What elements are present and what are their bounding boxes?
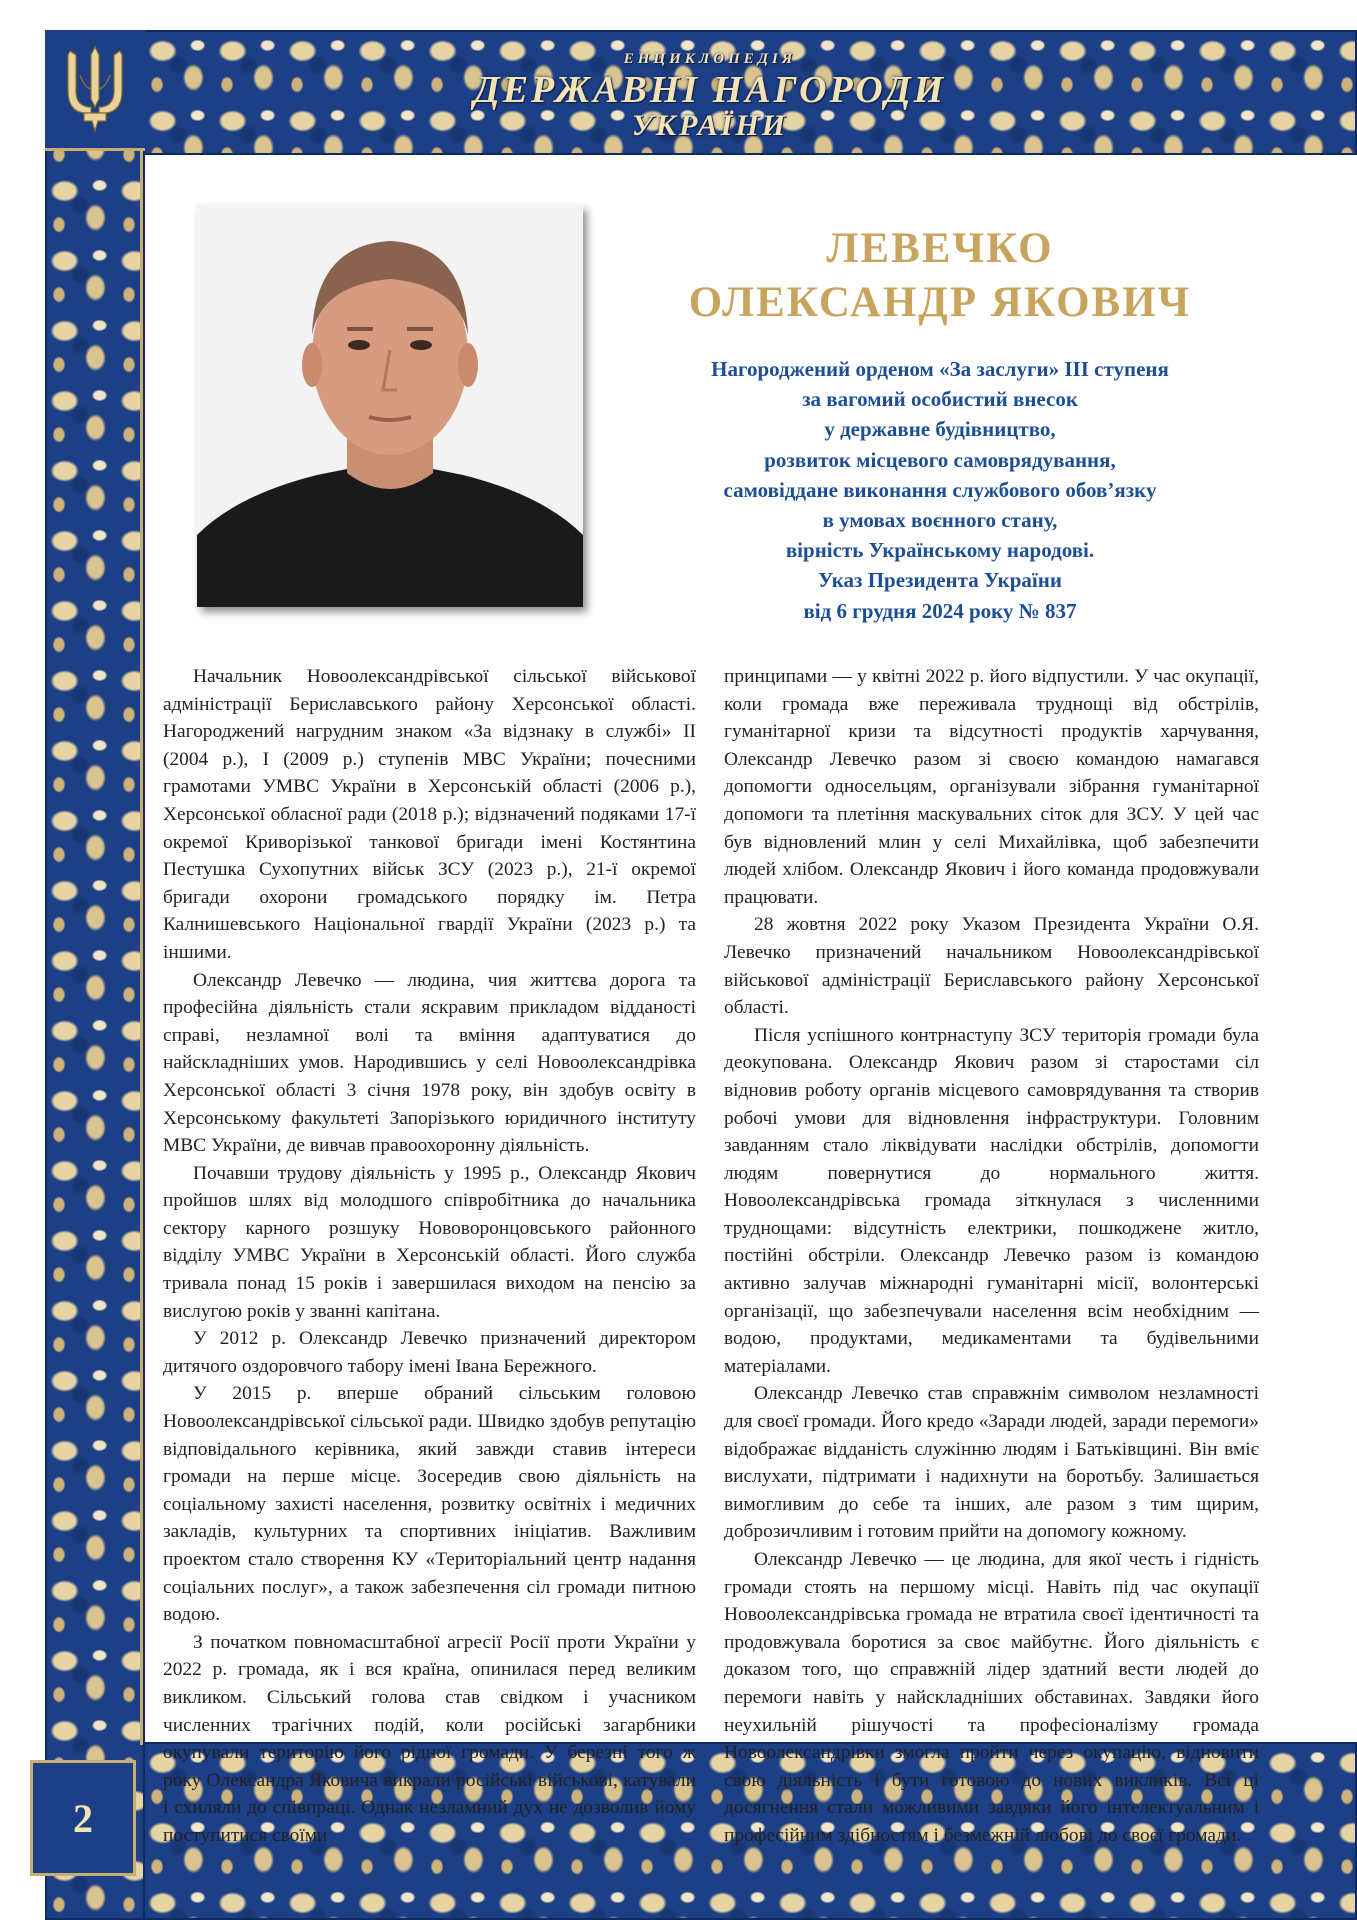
award-statement: [650, 354, 1230, 626]
award-line: в умовах воєнного стану,: [822, 508, 1058, 533]
emblem-panel: [45, 30, 145, 151]
body-paragraph: У 2015 р. вперше обраний сільським головою Новоолександрівської сільської ради. Швидко здобув репутацію відповідального керівника, який завжди ставив інтереси громади на перше місце. Зосередив свою діяльність на соціальному захисті населення, розвитку освітніх і медичних закладів, культурних та спортивних ініціатив. Важливим проектом стало створення КУ «Територіальний центр надання соціальних послуг», а також забезпечення сіл громади питною водою.: [163, 1383, 696, 1626]
encyclopedia-title: [430, 52, 990, 141]
award-line: вірність Українському народові.: [785, 538, 1095, 563]
award-line: розвиток місцевого самоврядування,: [764, 447, 1116, 472]
body-paragraph: Почавши трудову діяльність у 1995 р., Олександр Якович пройшов шлях від молодшого співробітника до начальника сектору карного розшуку Нововоронцовського районного відділу УМВС України в Херсонській області. Його служба тривала понад 15 років і завершилася виходом на пенсію за вислугою років у званні капітана.: [163, 1162, 696, 1322]
person-surname: ЛЕВЕЧКО: [826, 225, 1054, 272]
page-number: 2: [73, 1795, 93, 1841]
award-line: від 6 грудня 2024 року № 837: [803, 598, 1077, 623]
body-paragraph: Олександр Левечко став справжнім символом незламності для своєї громади. Його кредо «Заради людей, заради перемоги» відображає відданість служінню людям і Батьківщині. Він вміє вислухати, підтримати і надихнути на боротьбу. Залишається вимогливим до себе та інших, але разом з тим щирим, доброзичливим і готовим прийти на допомогу кожному.: [724, 1383, 1259, 1543]
award-line: за вагомий особистий внесок: [802, 387, 1078, 412]
header-line-2: ДЕРЖАВНІ НАГОРОДИ: [473, 69, 947, 111]
body-paragraph: принципами — у квітні 2022 р. його відпустили. У час окупації, коли громада вже переживала труднощі від обстрілів, гуманітарної кризи та відсутності продуктів харчування, Олександр Левечко разом зі своєю командою намагався допомогти односельцям, організували зібрання гуманітарної допомоги та плетіння маскувальних сіток для ЗСУ. У цей час був відновлений млин у селі Михайлівка, щоб забезпечити людей хлібом. Олександр Якович і його команда продовжували працювати.: [724, 666, 1259, 908]
award-line: Указ Президента України: [818, 568, 1062, 593]
header-line-3: УКРАЇНИ: [631, 109, 789, 142]
body-paragraph: Олександр Левечко — це людина, для якої честь і гідність громади стоять на першому місці. Навіть під час окупації Новоолександрівська громада не втратила своєї ідентичності та продовжувала боротися за своє майбутнє. Його діяльність є доказом того, що справжній лідер здатний вести людей до перемоги навіть у найскладніших обставинах. Завдяки його неухильній рішучості та професіоналізму громада Новоолександрівки змогла пройти через окупацію, відновити свою діяльність і бути готовою до нових викликів. Всі ці досягнення стали можливими завдяки його інтелектуальним і професійним здібностям і безмежній любові до своєї громади.: [724, 1549, 1259, 1846]
page-number-panel: [30, 1760, 136, 1876]
body-paragraph: Начальник Новоолександрівської сільської військової адміністрації Бериславського району Херсонської області. Нагороджений нагрудним знаком «За відзнаку в службі» ІІ (2004 р.), І (2009 р.) ступенів МВС України; почесними грамотами УМВС України в Херсонській області (2006 р.), Херсонської обласної ради (2018 р.); відзначений подяками 17-ї окремої Криворізької танкової бригади імені Костянтина Пестушка Сухопутних військ ЗСУ (2023 р.), 21-ї окремої бригади охорони громадського порядку ім. Петра Калнишевського Національної гвардії України (2023 р.) та іншими.: [163, 666, 696, 963]
person-name-heading: [620, 222, 1260, 330]
body-column-left: [163, 663, 696, 1850]
header-line-1: ЕНЦИКЛОПЕДІЯ: [623, 51, 797, 67]
portrait-photo: [197, 205, 583, 607]
award-line: Нагороджений орденом «За заслуги» ІІІ ступеня: [711, 357, 1169, 381]
award-line: самовіддане виконання службового обов’язку: [723, 477, 1157, 502]
body-paragraph: 28 жовтня 2022 року Указом Президента України О.Я. Левечко призначений начальником Новоолександрівської військової адміністрації Бериславського району Херсонської області.: [724, 914, 1259, 1019]
body-paragraph: У 2012 р. Олександр Левечко призначений директором дитячого оздоровчого табору імені Івана Бережного.: [163, 1328, 696, 1377]
person-given-names: ОЛЕКСАНДР ЯКОВИЧ: [688, 279, 1192, 326]
portrait-illustration: [197, 205, 583, 607]
award-line: у державне будівництво,: [824, 417, 1056, 442]
body-paragraph: З початком повномасштабної агресії Росії проти України у 2022 р. громада, як і вся країна, опинилася перед великим викликом. Сільський голова став свідком і учасником численних трагічних подій, коли російські загарбники окупували територію його рідної громади. У березні того ж року Олександра Яковича викрали російські військові, катували і схиляли до співпраці. Однак незламний дух не дозволив йому поступитися своїми: [163, 1631, 696, 1846]
left-ornament-band: [45, 30, 145, 1920]
body-paragraph: Після успішного контрнаступу ЗСУ територія громади була деокупована. Олександр Якович разом зі старостами сіл відновив роботу органів місцевого самоврядування та створив робочі умови для відновлення інфраструктури. Головним завданням стало ліквідувати наслідки обстрілів, допомогти людям повернутися до нормального життя. Новоолександрівська громада зіткнулася з численними труднощами: відсутність електрики, пошкоджене житло, постійні обстріли. Олександр Левечко разом із командою активно залучав міжнародні гуманітарні місії, волонтерські організації, що забезпечували населення всім необхідним — водою, продуктами, медикаментами та будівельними матеріалами.: [724, 1024, 1259, 1377]
trident-emblem-icon: [62, 41, 128, 137]
body-column-right: [724, 663, 1259, 1850]
frame-gold-line: [140, 150, 143, 1745]
body-paragraph: Олександр Левечко — людина, чия життєва дорога та професійна діяльність стали яскравим прикладом відданості справі, незламної волі та вміння адаптуватися до найскладніших умов. Народившись у селі Новоолександрівка Херсонської області 3 січня 1978 року, він здобув освіту в Херсонському факультеті Запорізького юридичного інституту МВС України, де вивчав правоохоронну діяльність.: [163, 969, 696, 1157]
